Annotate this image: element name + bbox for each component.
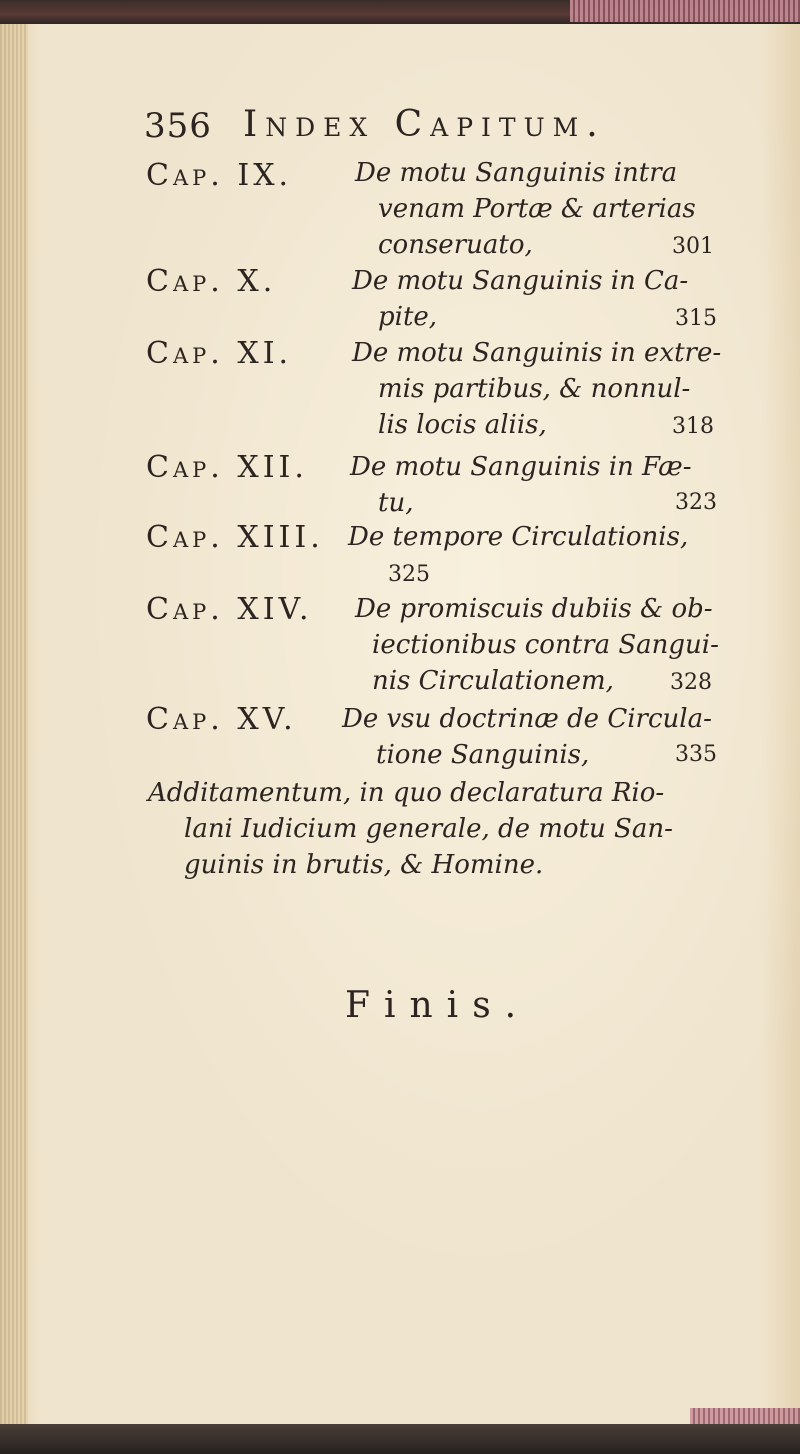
additamentum-line: Additamentum, in quo declaratura Rio- [148, 778, 665, 808]
chapter-title-line: De tempore Circulationis, [348, 522, 689, 552]
chapter-title-line: venam Portæ & arterias [378, 194, 696, 224]
chapter-title-line: tu, [378, 488, 414, 518]
chapter-title-line: De promiscuis dubiis & ob- [355, 594, 713, 624]
chapter-title-line: iectionibus contra Sangui- [372, 630, 719, 660]
page-reference: 323 [675, 490, 717, 515]
chapter-title-line: conseruato, [378, 230, 533, 260]
chapter-label: Cap. X. [146, 264, 277, 299]
chapter-title-line: nis Circulationem, [372, 666, 614, 696]
bookmark-ribbon-icon [690, 1408, 800, 1424]
chapter-label: Cap. IX. [146, 158, 293, 193]
chapter-label: Cap. XIII. [146, 520, 324, 555]
chapter-title-line: De motu Sanguinis in extre- [352, 338, 722, 368]
page-reference: 328 [670, 670, 712, 695]
additamentum-line: guinis in brutis, & Homine. [184, 850, 544, 880]
chapter-title-line: pite, [378, 302, 438, 332]
chapter-label: Cap. XII. [146, 450, 308, 485]
bookmark-ribbon-icon [570, 0, 800, 22]
chapter-label: Cap. XI. [146, 336, 293, 371]
book-bottom-edge [0, 1424, 800, 1454]
chapter-title-line: De motu Sanguinis in Fæ- [350, 452, 692, 482]
chapter-title-line: tione Sanguinis, [376, 740, 590, 770]
finis-colophon: Finis. [345, 985, 531, 1026]
page-reference: 318 [672, 414, 714, 439]
chapter-label: Cap. XV. [146, 702, 297, 737]
chapter-title-line: De motu Sanguinis in Ca- [352, 266, 689, 296]
page-reference: 335 [675, 742, 717, 767]
page-number: 356 [144, 106, 212, 146]
chapter-title-line: De motu Sanguinis intra [355, 158, 678, 188]
page-reference: 301 [672, 234, 714, 259]
chapter-title-line: lis locis aliis, [378, 410, 547, 440]
page-reference: 315 [675, 306, 717, 331]
chapter-title-line: mis partibus, & nonnul- [378, 374, 691, 404]
chapter-title-line: De vsu doctrinæ de Circula- [342, 704, 712, 734]
page-reference: 325 [388, 562, 430, 587]
chapter-label: Cap. XIV. [146, 592, 313, 627]
running-head-title: Index Capitum. [243, 104, 606, 145]
page-gutter-edge [0, 24, 28, 1424]
additamentum-line: lani Iudicium generale, de motu San- [184, 814, 673, 844]
